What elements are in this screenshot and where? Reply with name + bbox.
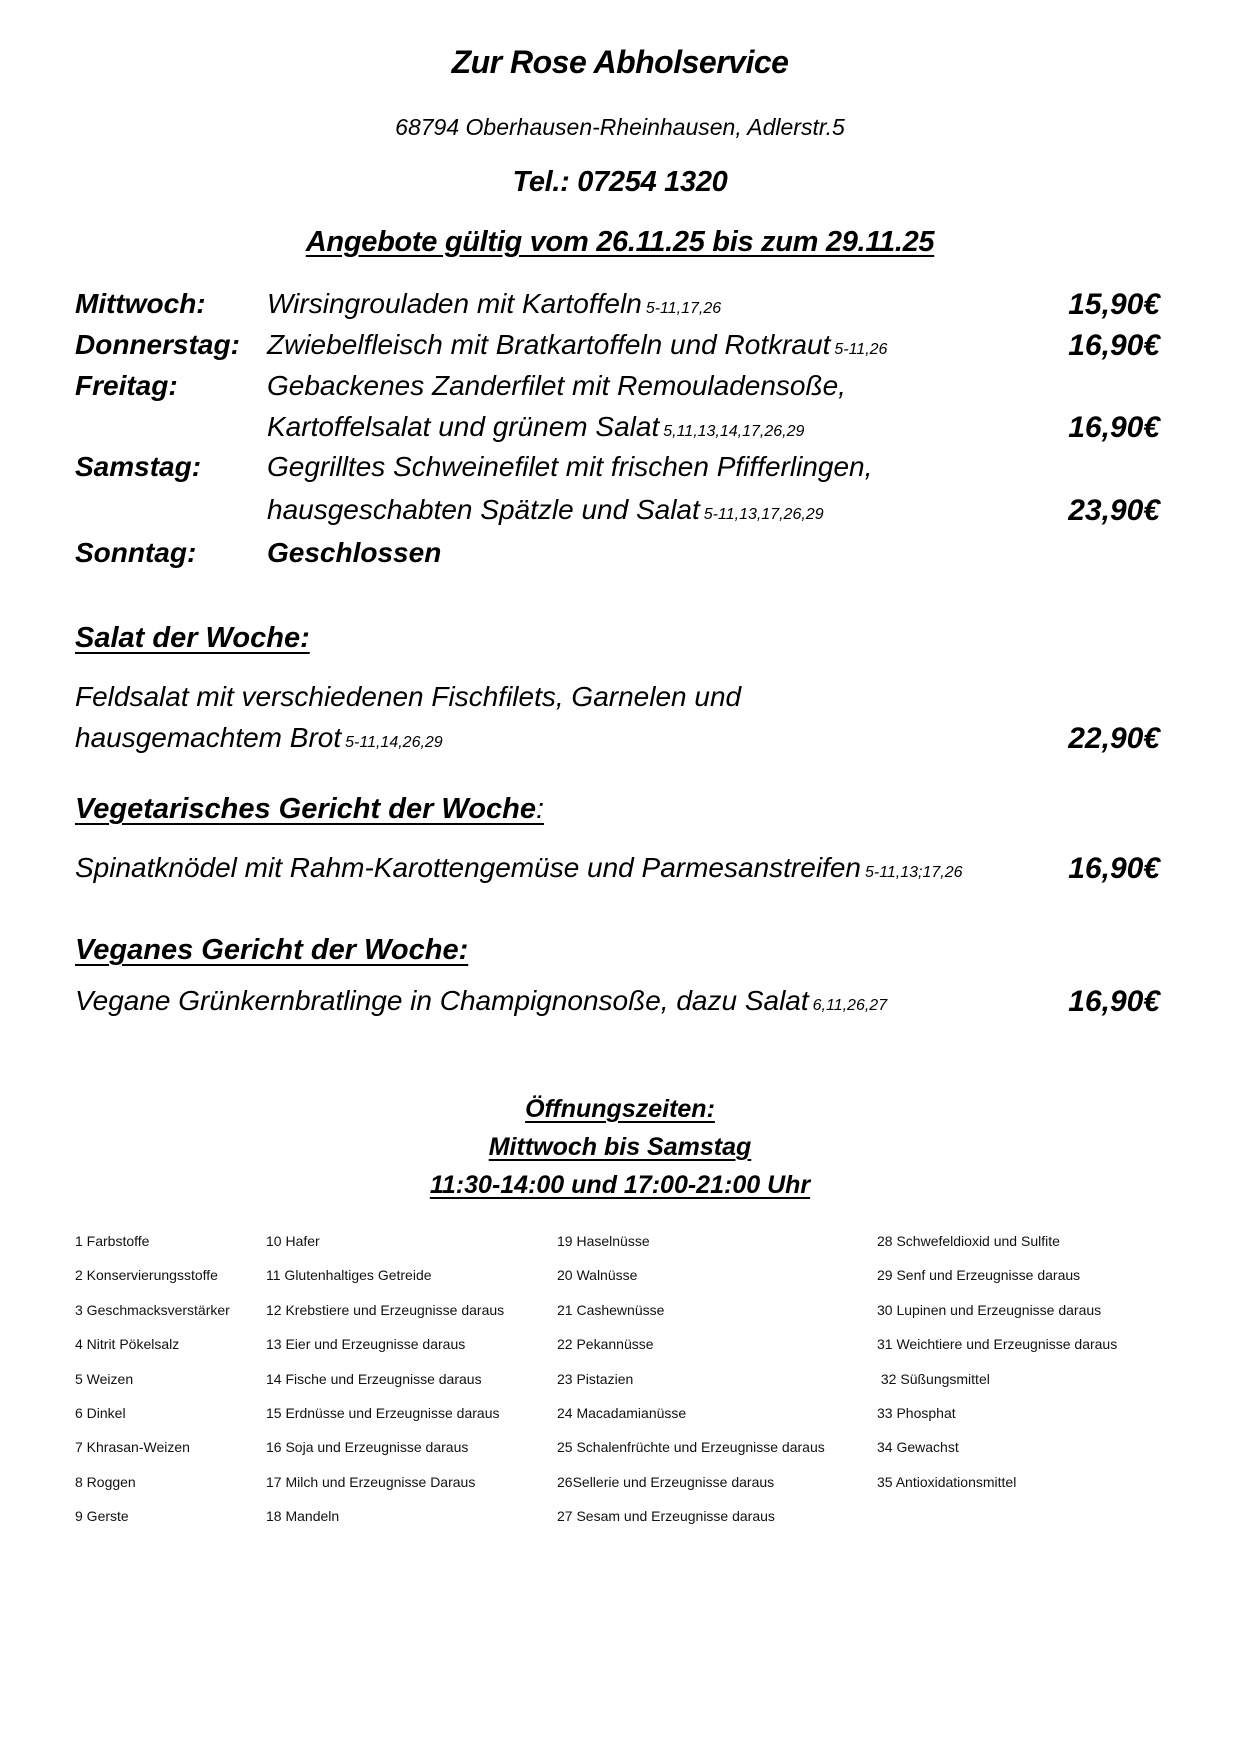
allergen-legend-item: 1 Farbstoffe [75,1233,150,1249]
menu-day: Freitag: [75,370,178,401]
allergen-legend-item: 6 Dinkel [75,1405,126,1421]
allergen-legend-item: 27 Sesam und Erzeugnisse daraus [557,1508,775,1525]
allergen-legend-item: 18 Mandeln [266,1508,340,1525]
dish-text: hausgeschabten Spätzle und Salat [267,494,700,525]
allergen-legend-item: 8 Roggen [75,1473,136,1490]
allergen-codes: 6,11,26,27 [812,997,888,1014]
vegan-heading [75,934,468,967]
allergen-legend-item: 31 Weichtiere und Erzeugnisse daraus [877,1336,1118,1353]
menu-day: Mittwoch: [75,288,206,319]
menu-dish [267,494,824,526]
allergen-codes: 5-11,14,26,29 [345,734,443,751]
allergen-legend-item: 29 Senf und Erzeugnisse daraus [877,1267,1081,1284]
vegan-line [75,985,1160,1025]
allergen-legend-item: 2 Konservierungsstoffe [75,1267,218,1284]
menu-price: 16,90€ [1068,329,1160,362]
menu-day: Samstag: [75,451,202,482]
menu-row-freitag [75,370,1160,410]
salad-heading-text: Salat der Woche: [75,622,310,654]
allergen-legend-item: 28 Schwefeldioxid und Sulfite [877,1233,1060,1249]
allergen-codes: 5-11,17,26 [645,300,722,317]
opening-hours-heading-text: Öffnungszeiten: [525,1095,715,1123]
allergen-codes: 5-11,13,17,26,29 [703,506,824,523]
opening-days [0,1133,1240,1162]
opening-times-text: 11:30-14:00 und 17:00-21:00 Uhr [429,1171,811,1199]
allergen-legend-item: 7 Khrasan-Weizen [75,1439,190,1456]
offer-validity-text: Angebote gültig vom 26.11.25 bis zum 29.11.25 [305,226,935,258]
menu-row-mittwoch [75,288,1160,328]
menu-price: 16,90€ [1068,411,1160,444]
vegetarian-heading-text: Vegetarisches Gericht der Woche [75,793,536,825]
dish-text: Wirsingrouladen mit Kartoffeln [267,288,642,319]
menu-day: Sonntag: [75,537,197,568]
dish-text: Spinatknödel mit Rahm-Karottengemüse und Parmesanstreifen [75,852,861,883]
allergen-legend-item: 9 Gerste [75,1508,129,1525]
dish-text: Kartoffelsalat und grünem Salat [267,411,660,442]
opening-days-text: Mittwoch bis Samstag [488,1133,752,1161]
salad-price: 22,90€ [1068,722,1160,755]
allergen-legend-item: 34 Gewachst [877,1439,959,1456]
vegan-heading-text: Veganes Gericht der Woche: [75,934,469,966]
menu-dish [267,288,721,320]
allergen-legend-item: 33 Phosphat [877,1405,956,1421]
menu-dish [267,411,804,443]
allergen-legend-item: 20 Walnüsse [557,1267,638,1284]
opening-hours-heading [0,1095,1240,1124]
allergen-legend-item: 11 Glutenhaltiges Getreide [266,1267,432,1284]
menu-price: 15,90€ [1068,288,1160,321]
vegan-price: 16,90€ [1068,985,1160,1018]
allergen-codes: 5-11,13;17,26 [864,864,963,881]
allergen-legend-item: 12 Krebstiere und Erzeugnisse daraus [266,1301,505,1318]
dish-text: hausgemachtem Brot [75,722,342,753]
menu-dish [267,329,887,361]
salad-line-2 [75,722,1160,762]
vegetarian-price: 16,90€ [1068,852,1160,885]
allergen-legend-item: 15 Erdnüsse und Erzeugnisse daraus [266,1405,500,1421]
menu-day: Donnerstag: [75,329,240,360]
dish-text: Gegrilltes Schweinefilet mit frischen Pfifferlingen, [267,451,873,482]
restaurant-address: 68794 Oberhausen-Rheinhausen, Adlerstr.5 [395,114,845,140]
allergen-legend-item: 4 Nitrit Pökelsalz [75,1336,180,1353]
allergen-legend-item: 26Sellerie und Erzeugnisse daraus [557,1473,775,1490]
allergen-legend-item: 13 Eier und Erzeugnisse daraus [266,1336,466,1353]
allergen-legend-item: 35 Antioxidationsmittel [877,1473,1017,1490]
salad-heading [75,622,310,655]
allergen-legend-item: 24 Macadamianüsse [557,1405,687,1421]
restaurant-phone: Tel.: 07254 1320 [512,166,728,198]
salad-line-1: Feldsalat mit verschiedenen Fischfilets, Garnelen und [75,681,742,712]
allergen-legend-item: 32 Süßungsmittel [877,1370,990,1387]
allergen-legend-item: 3 Geschmacksverstärker [75,1301,230,1318]
allergen-codes: 5,11,13,14,17,26,29 [663,423,805,440]
dish-text: Zwiebelfleisch mit Bratkartoffeln und Rotkraut [267,329,831,360]
allergen-legend-item: 21 Cashewnüsse [557,1301,665,1318]
menu-row-sonntag [75,537,1160,577]
heading-colon: : [535,793,545,825]
allergen-legend-item: 14 Fische und Erzeugnisse daraus [266,1370,482,1387]
opening-times [0,1171,1240,1200]
vegetarian-heading [75,793,544,826]
menu-row-samstag [75,451,1160,491]
allergen-codes: 5-11,26 [834,341,888,358]
vegetarian-line [75,852,1160,892]
menu-row-samstag-cont [75,494,1160,534]
allergen-legend-item: 5 Weizen [75,1370,134,1387]
allergen-legend-item: 17 Milch und Erzeugnisse Daraus [266,1473,476,1490]
allergen-legend-item: 22 Pekannüsse [557,1336,654,1353]
allergen-legend-item: 10 Hafer [266,1233,320,1249]
allergen-legend-item: 25 Schalenfrüchte und Erzeugnisse daraus [557,1439,825,1456]
dish-text: Vegane Grünkernbratlinge in Champignonsoße, dazu Salat [75,985,809,1016]
allergen-legend-item: 19 Haselnüsse [557,1233,650,1249]
menu-row-freitag-cont [75,411,1160,451]
dish-text: Gebackenes Zanderfilet mit Remouladensoße, [267,370,846,401]
menu-row-donnerstag [75,329,1160,369]
allergen-legend-item: 16 Soja und Erzeugnisse daraus [266,1439,469,1456]
allergen-legend-item: 23 Pistazien [557,1370,634,1387]
menu-price: 23,90€ [1068,494,1160,527]
offer-validity [0,226,1240,259]
restaurant-title: Zur Rose Abholservice [451,44,789,80]
allergen-legend-item: 30 Lupinen und Erzeugnisse daraus [877,1301,1102,1318]
closed-label: Geschlossen [267,537,442,568]
